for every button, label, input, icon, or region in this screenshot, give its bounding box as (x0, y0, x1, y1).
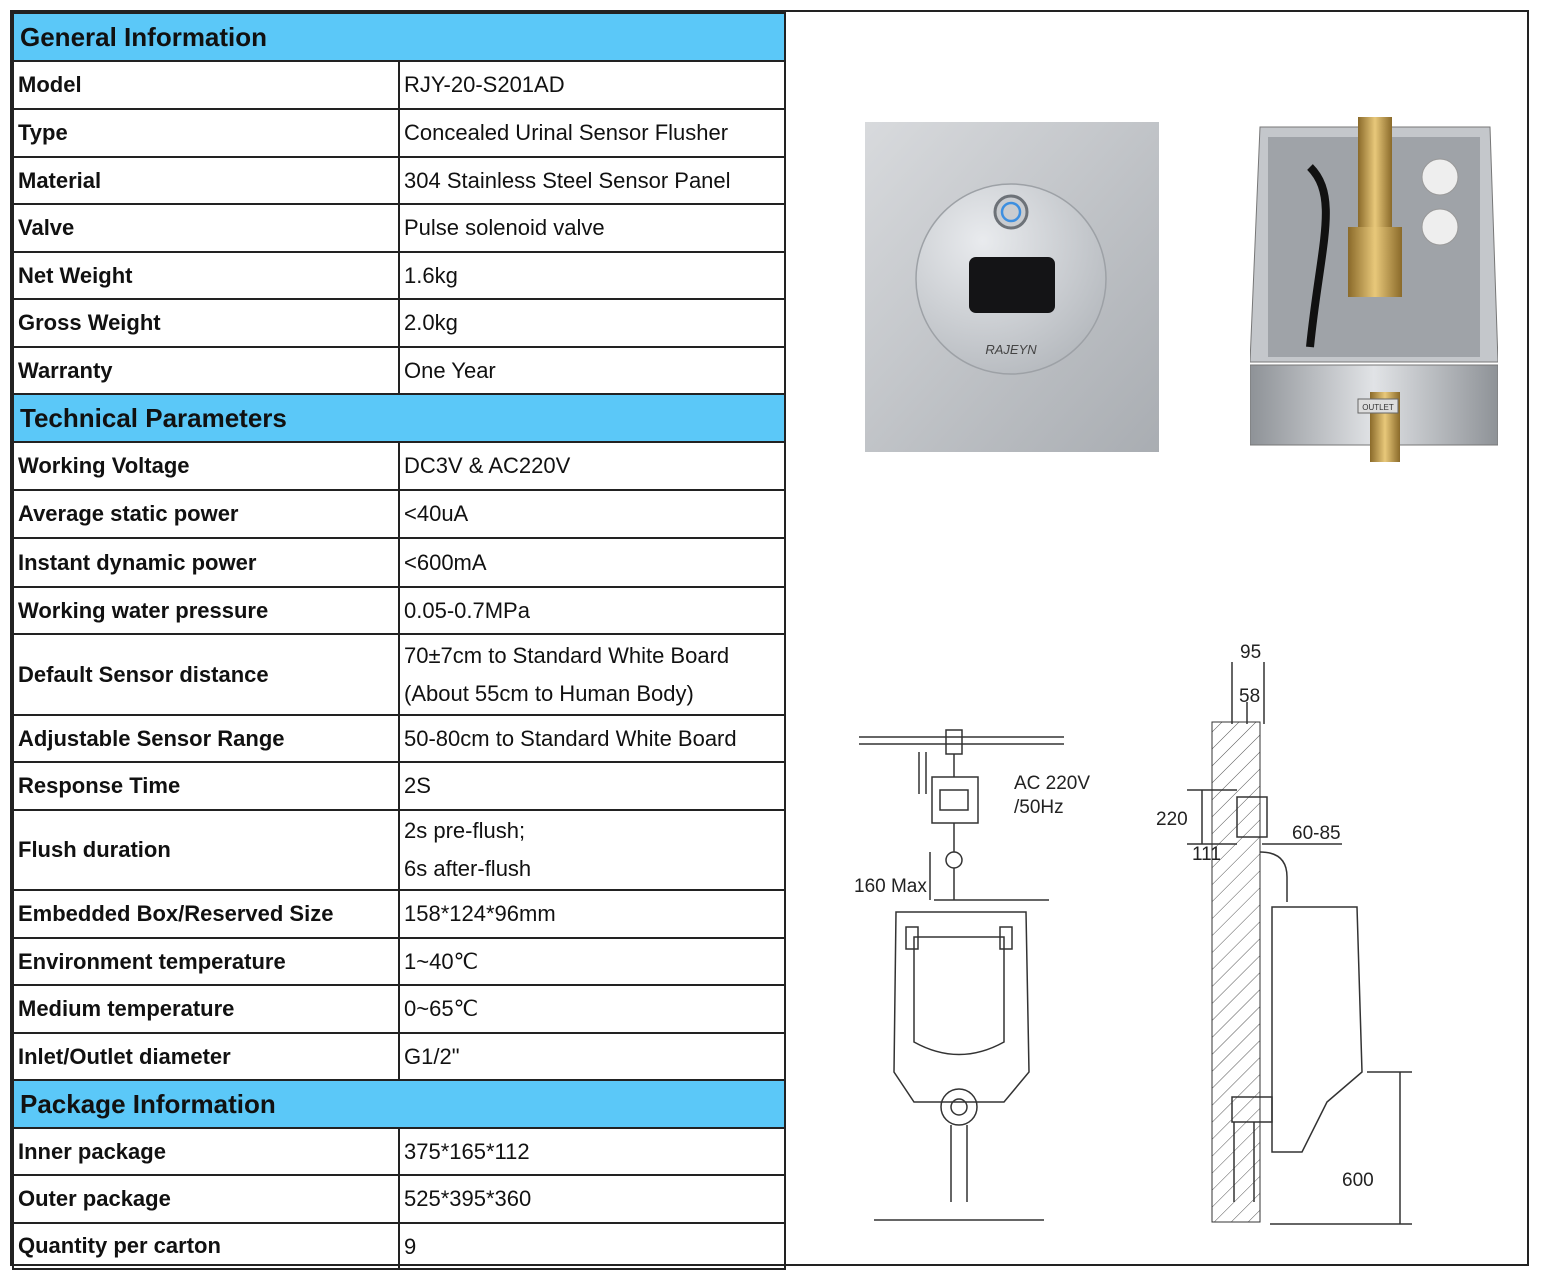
row-value: DC3V & AC220V (399, 442, 785, 490)
row-label: Net Weight (13, 252, 399, 299)
row-value: 50-80cm to Standard White Board (399, 715, 785, 762)
table-row (13, 252, 785, 299)
section-title: General Information (13, 13, 785, 61)
row-label: Instant dynamic power (13, 538, 399, 587)
row-label: Warranty (13, 347, 399, 394)
table-row (13, 1128, 785, 1175)
section-title: Package Information (13, 1080, 785, 1128)
row-value: 525*395*360 (399, 1175, 785, 1223)
value-line-2: (About 55cm to Human Body) (404, 680, 694, 706)
table-row (13, 1175, 785, 1223)
row-value: Pulse solenoid valve (399, 204, 785, 252)
row-value: G1/2" (399, 1033, 785, 1080)
row-label: Flush duration (13, 810, 399, 890)
row-value: <600mA (399, 538, 785, 587)
row-value: 1.6kg (399, 252, 785, 299)
section-header-package (13, 1080, 785, 1128)
row-label: Gross Weight (13, 299, 399, 347)
brand-logo: RAJEYN (985, 342, 1037, 357)
table-row (13, 347, 785, 394)
column-divider (784, 12, 786, 1266)
row-label: Valve (13, 204, 399, 252)
row-value (399, 634, 785, 715)
table-row (13, 442, 785, 490)
row-label: Quantity per carton (13, 1223, 399, 1269)
button-icon (995, 196, 1027, 228)
table-row (13, 890, 785, 938)
dimension-60-85: 60-85 (1292, 823, 1341, 844)
row-value: 2S (399, 762, 785, 810)
dimension-220: 220 (1156, 809, 1188, 830)
section-title: Technical Parameters (13, 394, 785, 442)
row-label: Default Sensor distance (13, 634, 399, 715)
outlet-text: OUTLET (1362, 403, 1394, 412)
row-value: 0.05-0.7MPa (399, 587, 785, 634)
row-value: 375*165*112 (399, 1128, 785, 1175)
row-label: Average static power (13, 490, 399, 538)
table-row (13, 490, 785, 538)
value-line-1: 70±7cm to Standard White Board (404, 642, 730, 668)
spec-table (12, 12, 786, 1270)
row-label: Environment temperature (13, 938, 399, 985)
row-label: Working water pressure (13, 587, 399, 634)
row-label: Adjustable Sensor Range (13, 715, 399, 762)
row-label: Inner package (13, 1128, 399, 1175)
max-height-label: 160 Max (854, 876, 927, 897)
row-value: RJY-20-S201AD (399, 61, 785, 109)
row-label: Outer package (13, 1175, 399, 1223)
sensor-window (969, 257, 1055, 313)
row-value: 0~65℃ (399, 985, 785, 1033)
spec-sheet (10, 10, 1529, 1266)
table-row (13, 157, 785, 204)
value-line-1: 2s pre-flush; (404, 818, 526, 843)
mount-cap-icon (1422, 159, 1458, 195)
table-row (13, 715, 785, 762)
row-label: Inlet/Outlet diameter (13, 1033, 399, 1080)
voltage-label: AC 220V (1014, 773, 1091, 794)
table-row (13, 538, 785, 587)
side-view-drawing (1142, 632, 1462, 1232)
embedded-box-image (1250, 107, 1498, 462)
row-label: Medium temperature (13, 985, 399, 1033)
frequency-label: /50Hz (1014, 797, 1064, 818)
row-value: Concealed Urinal Sensor Flusher (399, 109, 785, 157)
table-row (13, 299, 785, 347)
row-value: One Year (399, 347, 785, 394)
dimension-95: 95 (1240, 642, 1262, 663)
table-row (13, 985, 785, 1033)
section-header-technical (13, 394, 785, 442)
section-header-general (13, 13, 785, 61)
table-row (13, 204, 785, 252)
table-row (13, 1223, 785, 1269)
row-value: <40uA (399, 490, 785, 538)
table-row (13, 762, 785, 810)
table-row (13, 938, 785, 985)
table-row (13, 61, 785, 109)
solenoid-valve (1348, 227, 1402, 297)
row-value: 9 (399, 1223, 785, 1269)
table-row (13, 1033, 785, 1080)
table-row (13, 109, 785, 157)
row-value: 158*124*96mm (399, 890, 785, 938)
front-view-drawing (834, 722, 1134, 1222)
row-value: 2.0kg (399, 299, 785, 347)
table-row (13, 634, 785, 715)
table-row (13, 810, 785, 890)
row-label: Material (13, 157, 399, 204)
dimension-111: 111 (1192, 844, 1221, 865)
row-value: 304 Stainless Steel Sensor Panel (399, 157, 785, 204)
dimension-600: 600 (1342, 1170, 1374, 1191)
row-label: Type (13, 109, 399, 157)
table-row (13, 587, 785, 634)
row-label: Response Time (13, 762, 399, 810)
mount-cap-icon (1422, 209, 1458, 245)
row-value: 1~40℃ (399, 938, 785, 985)
dimension-58: 58 (1239, 686, 1261, 707)
row-value (399, 810, 785, 890)
row-label: Embedded Box/Reserved Size (13, 890, 399, 938)
row-label: Model (13, 61, 399, 109)
row-label: Working Voltage (13, 442, 399, 490)
value-line-2: 6s after-flush (404, 856, 532, 881)
sensor-panel-image (865, 122, 1159, 452)
